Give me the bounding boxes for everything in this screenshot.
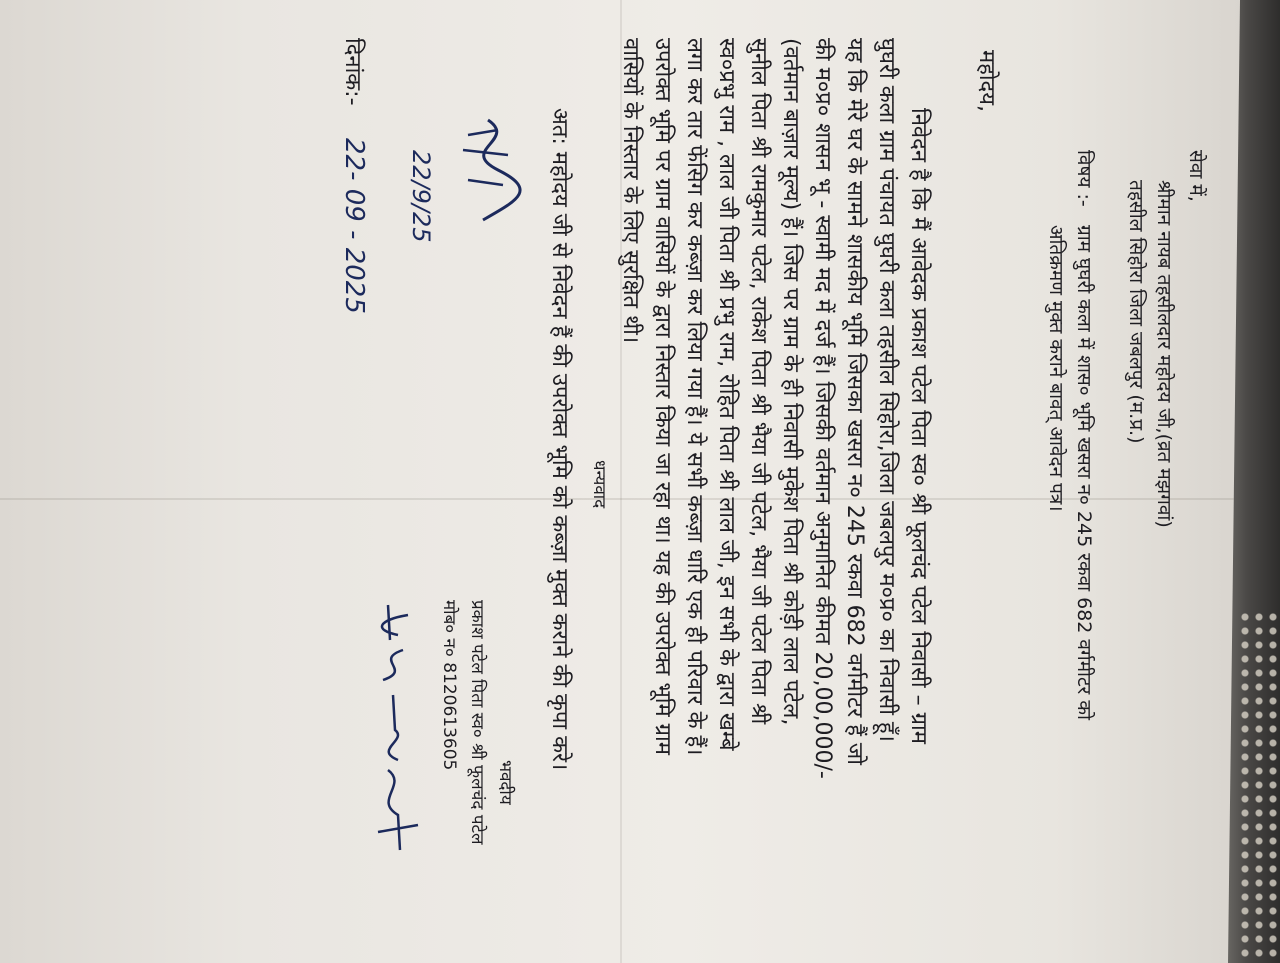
date-label: दिनांक:-	[340, 38, 365, 106]
addressee-line-1: श्रीमान नायब तहसीलदार महोदय जी,(व्रत मझगवां)	[1153, 180, 1175, 528]
received-initials-stamp	[429, 110, 528, 230]
greeting: महोदय,	[974, 50, 999, 112]
subject-label: विषय :-	[1073, 150, 1095, 207]
background-pattern	[1238, 610, 1278, 960]
body-line: यह कि मेरे घर के सामने शासकीय भूमि जिसका खसरा न० 245 रकवा 682 वर्गमीटर हैं जो	[842, 38, 867, 765]
body-line: स्व०प्रभु राम , लाल जी पिता श्री प्रभु राम, रोहित पिता श्री लाल जी, इन सभी के द्वारा खम्बे	[714, 38, 739, 751]
body-line: लगा कर तार फेंसिग कर कब्ज़ा कर लिया गया हैं। ये सभी कब्ज़ा धारि एक ही परिवार के हैं।	[682, 38, 707, 756]
subject-line-2: अतिक्रमण मुक्त कराने बावत् आवेदन पत्र।	[1045, 225, 1067, 512]
addressee-line-2: तहसील सिहोरा जिला जबलपुर (म.प्र.)	[1125, 180, 1147, 444]
sender-name: प्रकाश पटेल पिता स्व० श्री फूलचंद पटेल	[467, 600, 487, 845]
closing-request: अत: महोदय जी से निवेदन हैं की उपरोक्त भूमि को कब्ज़ा मुक्त कराने की कृपा करे।	[547, 108, 572, 771]
applicant-signature	[349, 600, 428, 860]
sender-mobile: मोब० न० 8120613605	[439, 600, 459, 771]
body-line: निवेदन है कि मैं आवेदक प्रकाश पटेल पिता स्व० श्री फूलचंद पटेल निवासी – ग्राम	[906, 108, 931, 744]
date-handwritten: 22- 09 - 2025	[339, 138, 369, 314]
body-line: घुघरी कला ग्राम पंचायत घुघरी कला तहसील सिहोरा,जिला जबलपुर म०प्र० का निवासी हूँ।	[874, 38, 899, 742]
body-line: की म०प्र० शासन भू - स्वामी मद में दर्ज हैं। जिसकी वर्तमान अनुमानित कीमत 20,00,000/-	[810, 38, 835, 779]
salutation-to: सेवा में,	[1185, 150, 1207, 202]
yours-sincerely: भवदीय	[495, 760, 515, 805]
subject-line-1: ग्राम घुघरी कला में शास० भूमि खसरा न० 245 रकवा 682 वर्गमीटर को	[1073, 225, 1095, 720]
body-line: (वर्तमान बाज़ार मूल्य) हैं। जिस पर ग्राम के ही निवासी मुकेश पिता श्री कोड़ी लाल पटेल,	[778, 38, 803, 726]
thanks: धन्यवाद	[589, 460, 609, 509]
received-date-handwritten: 22/9/25	[407, 150, 435, 243]
letter-content	[228, 0, 1228, 960]
body-line: वासियों के निस्तार के लिए सुरक्षित थी।	[618, 38, 643, 344]
body-line: उपरोक्त भूमि पर ग्राम वासियों के द्वारा निस्तार किया जा रहा था। यह की उपरोक्त भूमि ग्राम	[650, 38, 675, 755]
body-line: सुनील पिता श्री रामकुमार पटेल, राकेश पिता श्री भैया जी पटेल, भैया जी पटेल पिता श्री	[746, 38, 771, 725]
